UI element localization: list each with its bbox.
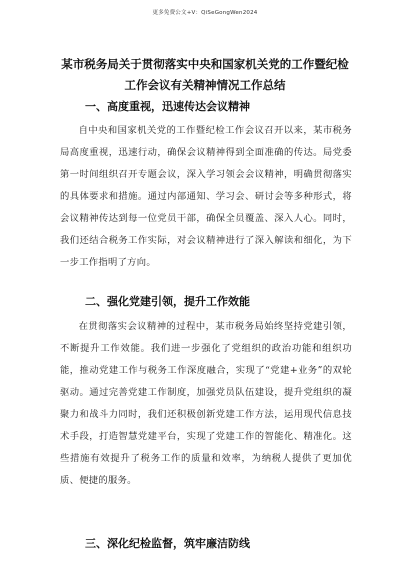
section-heading-1: 一、高度重视，迅速传达会议精神 xyxy=(85,100,250,113)
document-title-line-2: 工作会议有关精神情况工作总结 xyxy=(124,78,286,92)
section-heading-3: 三、深化纪检监督，筑牢廉洁防线 xyxy=(85,537,250,550)
document-title-line-1: 某市税务局关于贯彻落实中央和国家机关党的工作暨纪检 xyxy=(61,57,349,71)
section-body-1: 自中央和国家机关党的工作暨纪检工作会议召开以来，某市税务局高度重视，迅速行动，确保会议精神得到全面准确的传达。局党委第一时间组织召开专题会议，深入学习领会会议精神，明确贯彻落实的具体要求和措施。通过内部通知、学习会、研讨会等多种形式，将会议精神传达到每一位党员干部，确保全员覆盖、深入人心。同时，我们还结合税务工作实际，对会议精神进行了深入解读和细化，为下一步工作指明了方向。 xyxy=(60,125,352,268)
section-heading-2: 二、强化党建引领，提升工作效能 xyxy=(85,295,250,308)
header-watermark: 更多免费公文+V：QiSeGongWen2024 xyxy=(152,10,258,16)
section-body-2: 在贯彻落实会议精神的过程中，某市税务局始终坚持党建引领，不断提升工作效能。我们进一步强化了党组织的政治功能和组织功能，推动党建工作与税务工作深度融合，实现了“党建+业务”的双轮驱动。通过完善党建工作制度，加强党员队伍建设，提升党组织的凝聚力和战斗力同时，我们还积极创新党建工作方法，运用现代信息技术手段，打造智慧党建平台，实现了党建工作的智能化、精准化。这些措施有效提升了税务工作的质量和效率，为纳税人提供了更加优质、便捷的服务。 xyxy=(60,321,352,486)
